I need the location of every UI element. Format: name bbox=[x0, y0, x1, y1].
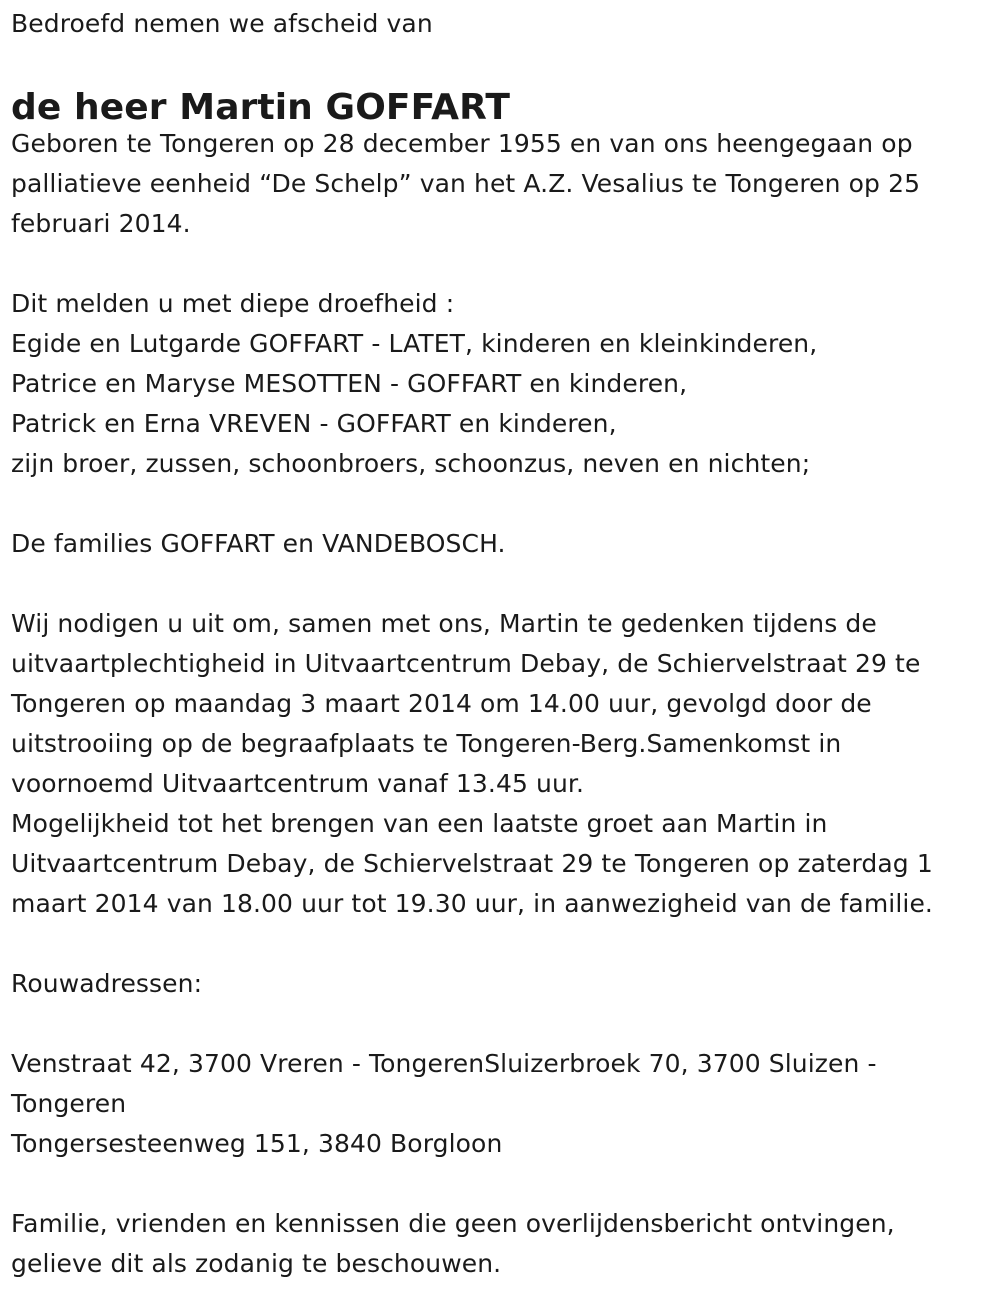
ceremony-line: uitvaartplechtigheid in Uitvaartcentrum Debay, de Schiervelstraat 29 te bbox=[11, 649, 921, 678]
address-line: Venstraat 42, 3700 Vreren - TongerenSluizerbroek 70, 3700 Sluizen - bbox=[11, 1049, 877, 1078]
intro-text: Bedroefd nemen we afscheid van bbox=[11, 9, 433, 38]
family-intro: Dit melden u met diepe droefheid : bbox=[11, 289, 455, 318]
birth-line: Geboren te Tongeren op 28 december 1955 en van ons heengegaan op bbox=[11, 129, 913, 158]
family-paragraph bbox=[11, 284, 991, 484]
ceremony-line: Tongeren op maandag 3 maart 2014 om 14.00 uur, gevolgd door de bbox=[11, 689, 872, 718]
ceremony-paragraph bbox=[11, 604, 991, 924]
ceremony-line: voornoemd Uitvaartcentrum vanaf 13.45 uur. bbox=[11, 769, 585, 798]
address-line: Tongeren bbox=[11, 1089, 127, 1118]
families-line: De families GOFFART en VANDEBOSCH. bbox=[11, 529, 506, 558]
addresses-heading: Rouwadressen: bbox=[11, 969, 203, 998]
closing-line: Familie, vrienden en kennissen die geen overlijdensbericht ontvingen, bbox=[11, 1209, 895, 1238]
spacer bbox=[11, 1004, 991, 1044]
birth-line: palliatieve eenheid “De Schelp” van het A.Z. Vesalius te Tongeren op 25 bbox=[11, 169, 921, 198]
spacer bbox=[11, 244, 991, 284]
ceremony-line: Mogelijkheid tot het brengen van een laatste groet aan Martin in bbox=[11, 809, 828, 838]
closing-line: gelieve dit als zodanig te beschouwen. bbox=[11, 1249, 502, 1278]
obituary-document bbox=[11, 4, 991, 1284]
addresses-paragraph bbox=[11, 1044, 991, 1164]
deceased-name-title: de heer Martin GOFFART bbox=[11, 87, 510, 128]
family-line: Patrice en Maryse MESOTTEN - GOFFART en kinderen, bbox=[11, 369, 688, 398]
ceremony-line: uitstrooiing op de begraafplaats te Tongeren-Berg.Samenkomst in bbox=[11, 729, 842, 758]
family-line: Egide en Lutgarde GOFFART - LATET, kinderen en kleinkinderen, bbox=[11, 329, 818, 358]
ceremony-line: maart 2014 van 18.00 uur tot 19.30 uur, in aanwezigheid van de familie. bbox=[11, 889, 933, 918]
family-line: Patrick en Erna VREVEN - GOFFART en kinderen, bbox=[11, 409, 617, 438]
spacer bbox=[11, 924, 991, 964]
family-line: zijn broer, zussen, schoonbroers, schoonzus, neven en nichten; bbox=[11, 449, 811, 478]
spacer bbox=[11, 484, 991, 524]
closing-paragraph bbox=[11, 1204, 991, 1284]
address-line: Tongersesteenweg 151, 3840 Borgloon bbox=[11, 1129, 503, 1158]
spacer bbox=[11, 1164, 991, 1204]
birth-line: februari 2014. bbox=[11, 209, 191, 238]
spacer bbox=[11, 564, 991, 604]
birth-death-paragraph bbox=[11, 124, 991, 244]
ceremony-line: Uitvaartcentrum Debay, de Schiervelstraat 29 te Tongeren op zaterdag 1 bbox=[11, 849, 933, 878]
ceremony-line: Wij nodigen u uit om, samen met ons, Martin te gedenken tijdens de bbox=[11, 609, 877, 638]
